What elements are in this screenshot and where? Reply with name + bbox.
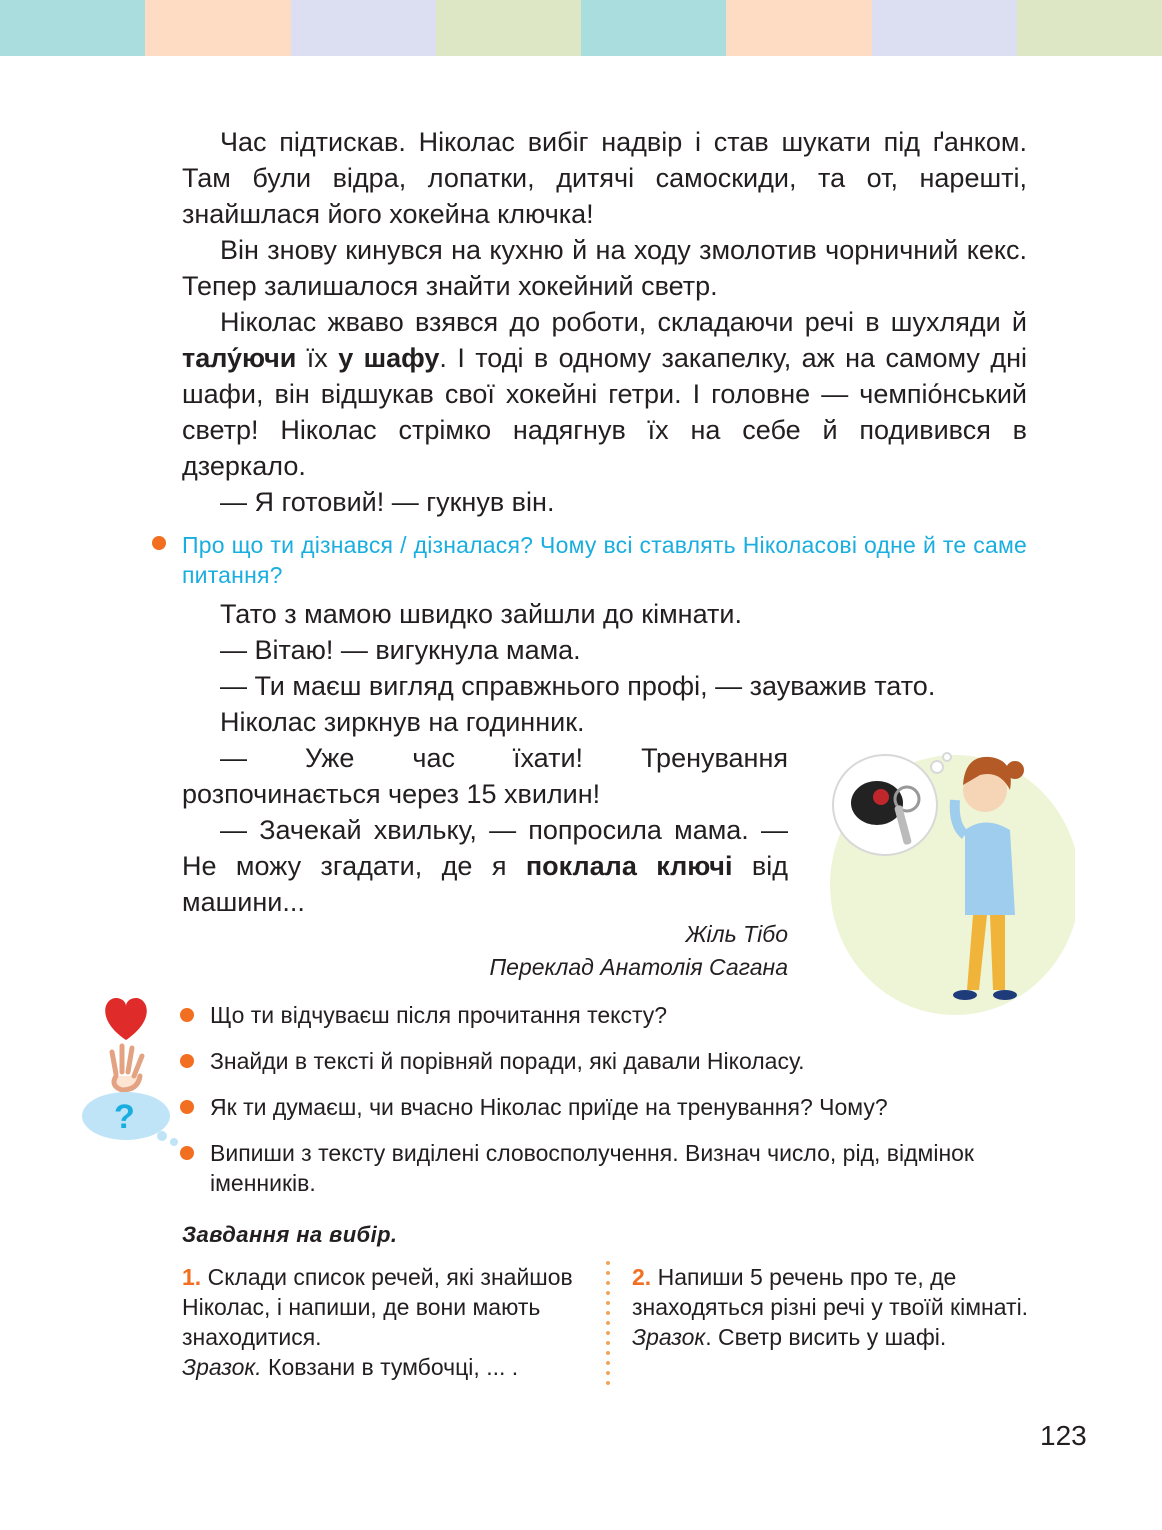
task-item bbox=[210, 1138, 1028, 1198]
paragraph bbox=[182, 304, 1027, 484]
bullet-icon bbox=[180, 1100, 194, 1114]
bullet-icon bbox=[180, 1146, 194, 1160]
dialogue-line: — Я готовий! — гукнув він. bbox=[220, 487, 555, 517]
dialogue-line: — Ти маєш вигляд справжнього профі, — зауважив тато. bbox=[220, 671, 936, 701]
stripe bbox=[581, 0, 726, 56]
stripe bbox=[291, 0, 436, 56]
author-name: Жіль Тібо bbox=[685, 921, 788, 947]
heart-icon bbox=[105, 998, 147, 1040]
text-run: від машини... bbox=[182, 851, 788, 917]
bold-phrase: у шафу bbox=[338, 343, 440, 373]
choice-tasks-title: Завдання на вибір. bbox=[182, 1222, 398, 1247]
paragraph: Ніколас зиркнув на годинник. bbox=[220, 707, 585, 737]
girl-thinking-keys-illustration bbox=[815, 735, 1075, 1015]
tasks-list bbox=[210, 1000, 1028, 1214]
dialogue-line bbox=[182, 812, 788, 920]
bold-phrase: талу́ючи bbox=[182, 343, 297, 373]
task-text: Випиши з тексту виділені словосполучення. Визнач число, рід, відмінок іменників. bbox=[210, 1140, 974, 1196]
stripe bbox=[0, 0, 145, 56]
choice-task-2 bbox=[632, 1262, 1032, 1352]
task-text: Склади список речей, які знайшов Ніколас, і напиши, де вони мають знаходитися. bbox=[182, 1264, 573, 1350]
paragraph: Час підтискав. Ніколас вибіг надвір і став шукати під ґанком. Там були відра, лопатки, дитячі самоскиди, та от, нарешті, знайшлася його хокейна ключка! bbox=[182, 127, 1027, 229]
task-item bbox=[210, 1092, 1028, 1122]
stripe bbox=[1017, 0, 1162, 56]
text-run: . І тоді в одному закапелку, аж на самому дні шафи, він відшукав свої хокейні гетри. І головне — чемпіо́нський светр! Ніколас стрімко надягнув їх на себе й подивився в дзеркало. bbox=[182, 343, 1027, 481]
bullet-icon bbox=[152, 536, 166, 550]
choice-task-1 bbox=[182, 1262, 592, 1382]
top-color-stripes bbox=[0, 0, 1162, 56]
task-number: 2. bbox=[632, 1264, 652, 1290]
sample-text: . Светр висить у шафі. bbox=[705, 1324, 947, 1350]
side-icons bbox=[76, 990, 186, 1150]
stripe bbox=[872, 0, 1017, 56]
stripe bbox=[726, 0, 871, 56]
text-run: їх bbox=[296, 343, 339, 373]
question-mark: ? bbox=[114, 1098, 135, 1136]
task-text: Як ти думаєш, чи вчасно Ніколас приїде на тренування? Чому? bbox=[210, 1094, 888, 1120]
task-item bbox=[210, 1046, 1028, 1076]
sample-label: Зразок bbox=[632, 1324, 706, 1350]
comprehension-question: Про що ти дізнався / дізналася? Чому всі ставлять Ніколасові одне й те саме питання? bbox=[182, 532, 1027, 588]
sample-text: Ковзани в тумбочці, ... . bbox=[261, 1354, 519, 1380]
story-text bbox=[182, 124, 1027, 520]
page-number: 123 bbox=[1040, 1420, 1087, 1451]
bullet-icon bbox=[180, 1008, 194, 1022]
bold-phrase: поклала ключі bbox=[525, 851, 733, 881]
bullet-icon bbox=[180, 1054, 194, 1068]
stripe bbox=[436, 0, 581, 56]
paragraph: Тато з мамою швидко зайшли до кімнати. bbox=[220, 599, 742, 629]
dialogue-line: — Вітаю! — вигукнула мама. bbox=[220, 635, 581, 665]
question-cloud-icon bbox=[82, 1092, 178, 1146]
dialogue-line: — Уже час їхати! Тренування розпочинається через 15 хвилин! bbox=[182, 743, 788, 809]
author-credit bbox=[400, 918, 788, 984]
task-text: Напиши 5 речень про те, де знаходяться різні речі у твоїй кімнаті. bbox=[632, 1264, 1029, 1320]
task-text: Знайди в тексті й порівняй поради, які давали Ніколасу. bbox=[210, 1048, 805, 1074]
dotted-divider bbox=[606, 1258, 610, 1386]
task-text: Що ти відчуваєш після прочитання тексту? bbox=[210, 1002, 668, 1028]
text-run: — Зачекай хвильку, — попросила мама. — Не можу згадати, де я bbox=[182, 815, 788, 881]
task-item bbox=[210, 1000, 1028, 1030]
stripe bbox=[145, 0, 290, 56]
paragraph: Він знову кинувся на кухню й на ходу змолотив чорничний кекс. Тепер залишалося знайти хокейний светр. bbox=[182, 235, 1027, 301]
text-run: Ніколас жваво взявся до роботи, складаючи речі в шухляди й bbox=[220, 307, 1027, 337]
translator: Переклад Анатолія Сагана bbox=[489, 954, 788, 980]
sample-label: Зразок. bbox=[182, 1354, 262, 1380]
hand-icon bbox=[112, 1046, 142, 1090]
task-number: 1. bbox=[182, 1264, 202, 1290]
